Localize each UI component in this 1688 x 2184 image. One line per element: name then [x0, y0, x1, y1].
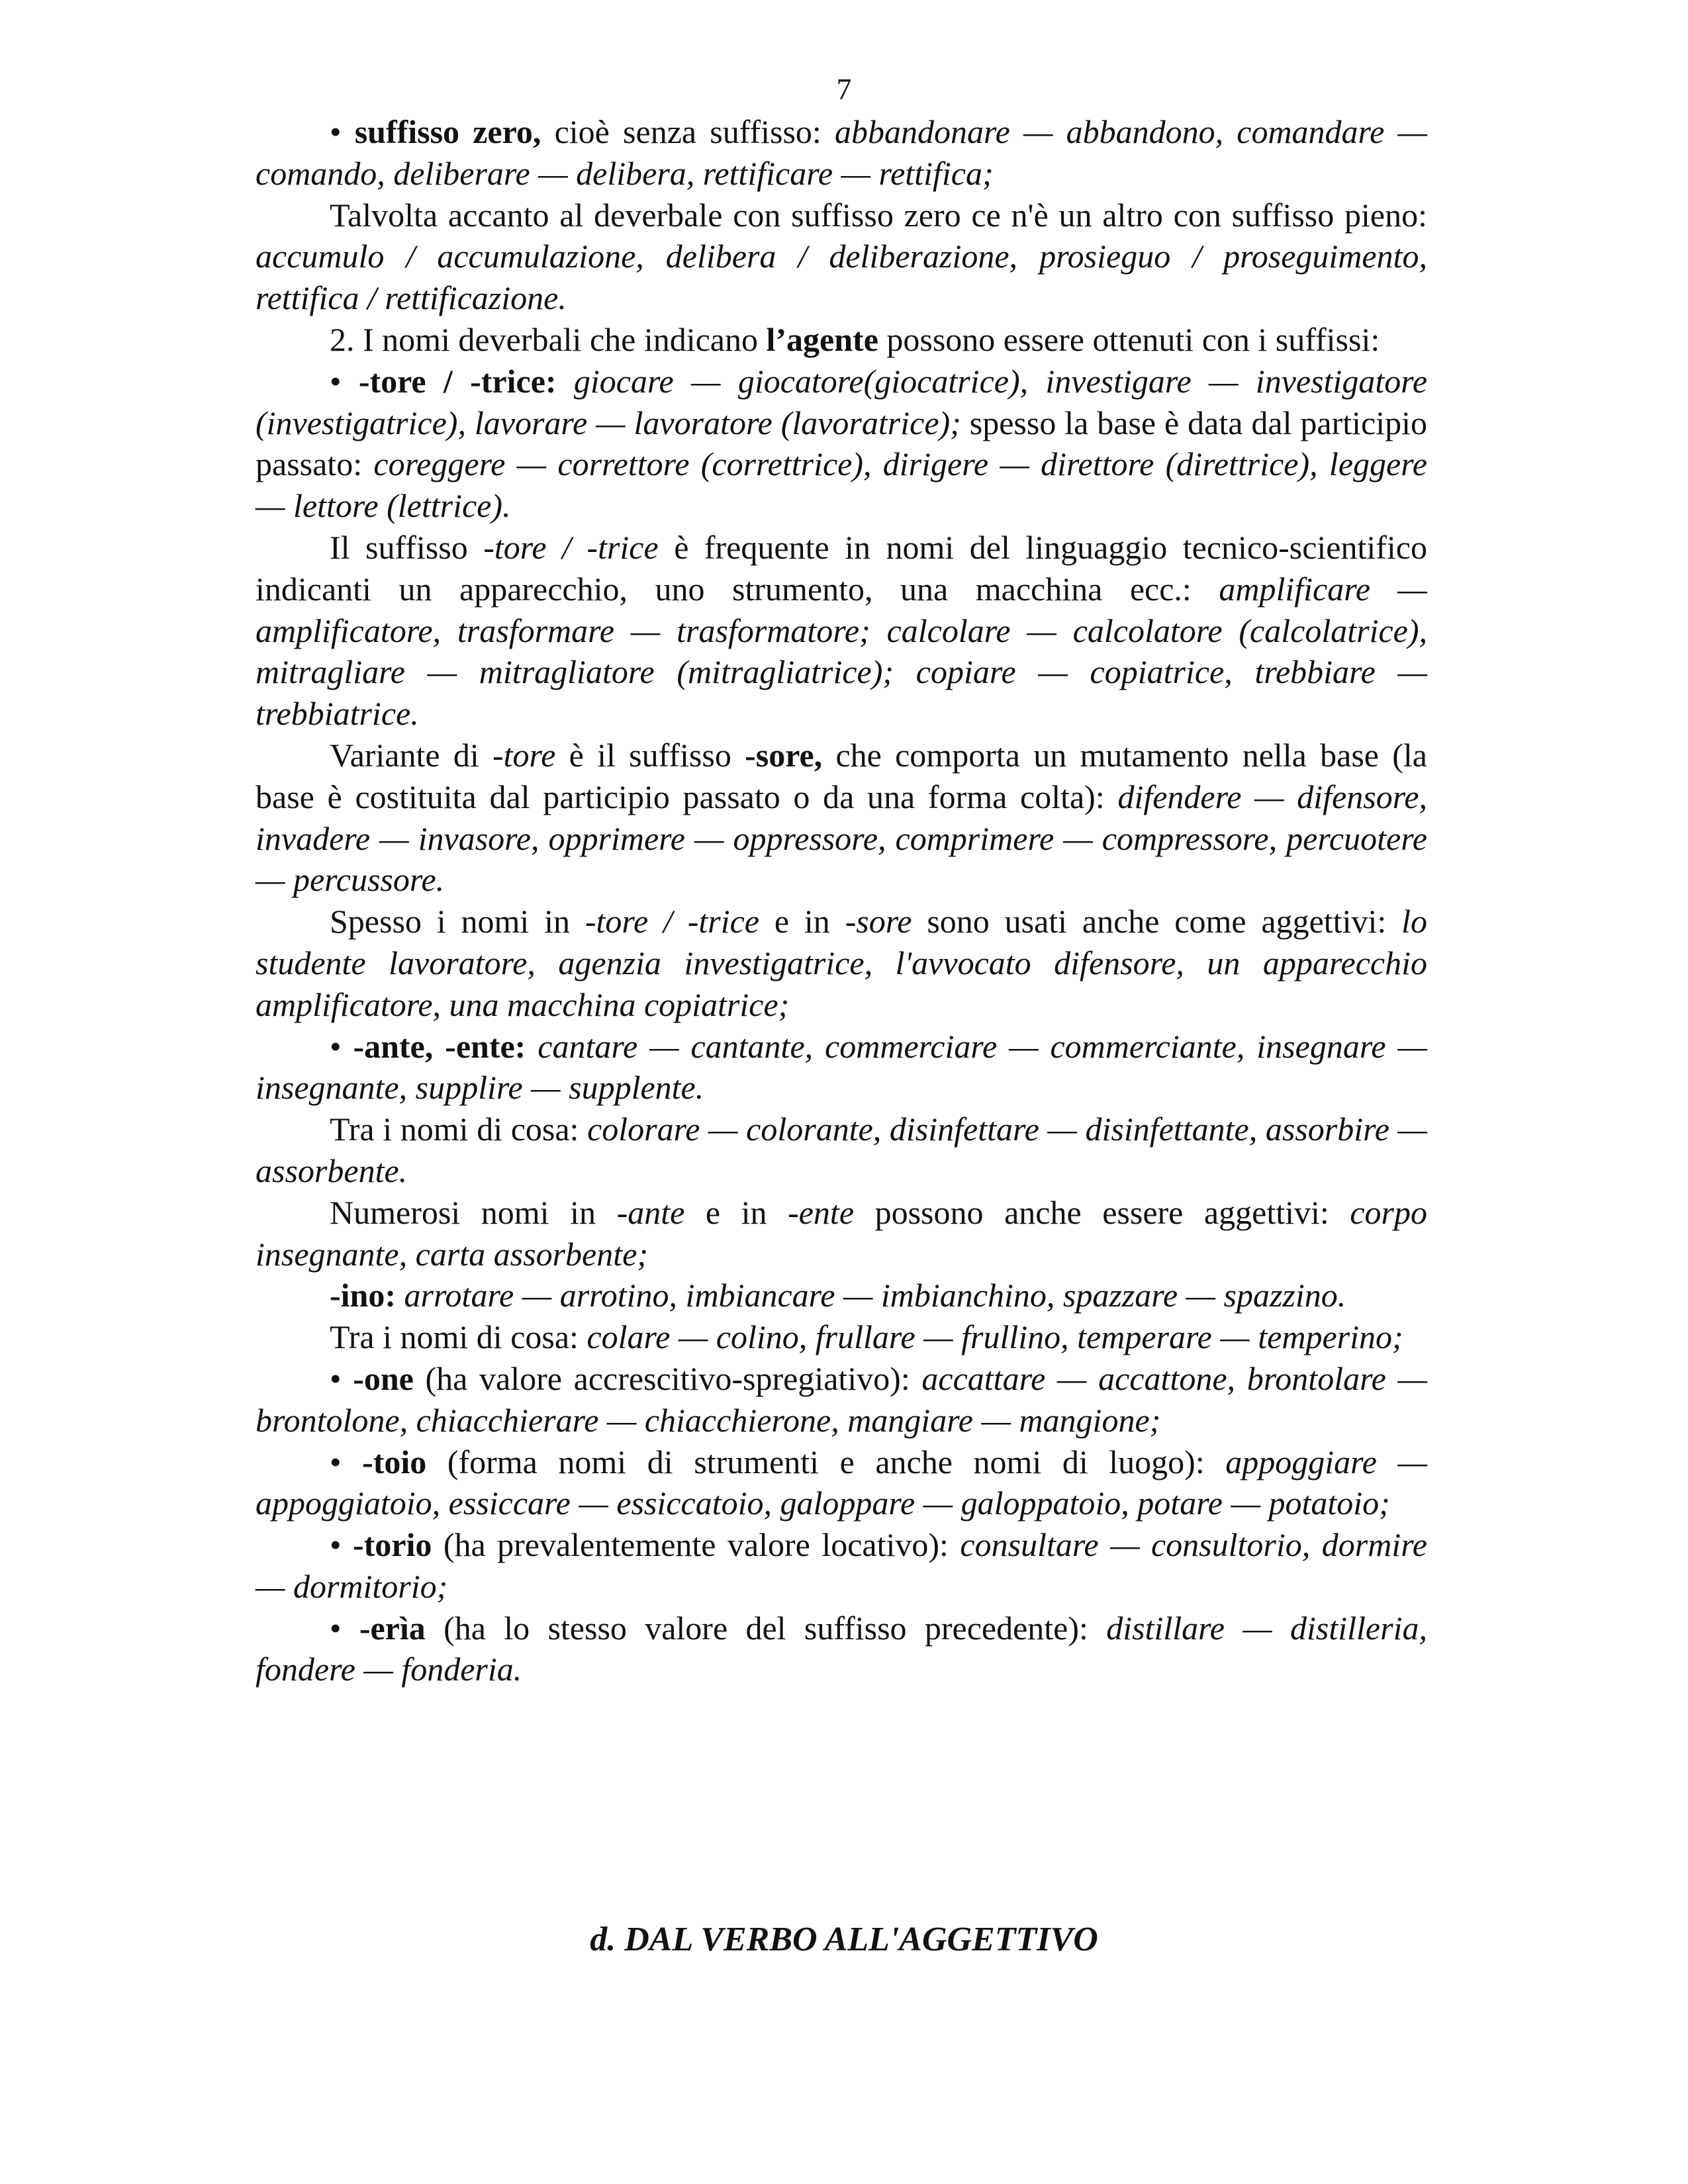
paragraph [256, 1441, 1427, 1525]
plain-text: (forma nomi di strumenti e anche nomi di luogo): [426, 1443, 1226, 1480]
paragraph [256, 1524, 1427, 1608]
plain-text: (ha valore accrescitivo-spregiativo): [413, 1359, 922, 1397]
example-text: arrotare — arrotino, imbiancare — imbianchino, spazzare — spazzino. [404, 1277, 1346, 1314]
plain-text [396, 1277, 404, 1314]
paragraph [256, 1608, 1427, 1691]
suffix-term: -tore / -trice: [358, 362, 557, 400]
plain-text: e in [759, 903, 845, 940]
suffix-term: -one [353, 1359, 414, 1397]
example-text: -sore [845, 903, 912, 940]
plain-text: cioè senza suffisso: [541, 113, 835, 150]
plain-text: è il suffisso [555, 736, 745, 774]
suffix-term: -torio [352, 1526, 432, 1564]
example-text: corpo insegnante, carta assorbente; [256, 1193, 1427, 1273]
plain-text: • [330, 362, 359, 400]
paragraph [256, 1192, 1427, 1275]
plain-text: possono anche essere aggettivi: [854, 1193, 1350, 1231]
paragraph [256, 1109, 1427, 1192]
example-text: -ante [616, 1193, 685, 1231]
plain-text: (ha lo stesso valore del suffisso precedente): [425, 1609, 1107, 1647]
plain-text: Numerosi nomi in [330, 1193, 617, 1231]
suffix-term: -toio [362, 1443, 427, 1480]
plain-text: spesso la base è data dal participio passato: [256, 404, 1427, 483]
paragraph [256, 111, 1427, 195]
plain-text: • [330, 113, 355, 150]
plain-text: • [330, 1359, 353, 1397]
example-text: amplificare — amplificatore, trasformare — trasformatore; calcolare — calcolatore (calcolatrice), mitragliare — mitragliatore (mitragliatrice); copiare — copiatrice, trebbiare — trebbiatrice. [256, 570, 1427, 733]
plain-text: Tra i nomi di cosa: [330, 1111, 588, 1148]
example-text: consultare — consultorio, dormire — dormitorio; [256, 1526, 1427, 1605]
plain-text [526, 1028, 538, 1065]
page-number: 7 [836, 72, 852, 106]
paragraph [256, 1275, 1427, 1316]
suffix-term: -ino: [330, 1277, 396, 1314]
example-text: coreggere — correttore (correttrice), dirigere — direttore (direttrice), leggere — lettore (lettrice). [256, 445, 1427, 525]
example-text: accumulo / accumulazione, delibera / deliberazione, prosieguo / proseguimento, rettifica / rettificazione. [256, 238, 1427, 317]
example-text: accattare — accattone, brontolare — brontolone, chiacchierare — chiacchierone, mangiare — mangione; [256, 1359, 1428, 1439]
example-text: -tore / -trice [483, 528, 659, 566]
section-heading: d. DAL VERBO ALL'AGGETTIVO [590, 1921, 1098, 1958]
example-text: appoggiare — appoggiatoio, essiccare — essiccatoio, galoppare — galoppatoio, potare — potatoio; [256, 1443, 1427, 1522]
plain-text: • [330, 1443, 363, 1480]
plain-text: sono usati anche come aggettivi: [912, 903, 1402, 940]
example-text: giocare — giocatore(giocatrice), investigare — investigatore (investigatrice), lavorare — lavoratore (lavoratrice); [256, 362, 1428, 441]
example-text: difendere — difensore, invadere — invasore, opprimere — oppressore, comprimere — compressore, percuotere — percussore. [256, 778, 1427, 899]
suffix-term: l’agente [766, 320, 878, 358]
paragraph [256, 195, 1427, 319]
suffix-term: -erìa [359, 1609, 426, 1647]
plain-text: possono essere ottenuti con i suffissi: [878, 320, 1380, 358]
paragraph [256, 1026, 1427, 1109]
example-text: -ente [788, 1193, 855, 1231]
suffix-term: suffisso zero, [354, 113, 541, 150]
plain-text: • [330, 1027, 353, 1065]
plain-text: Variante di [330, 736, 493, 774]
example-text: colorare — colorante, disinfettare — disinfettante, assorbire — assorbente. [256, 1111, 1427, 1189]
example-text: abbandonare — abbandono, comandare — comando, deliberare — delibera, rettificare — rettifica; [256, 113, 1427, 192]
paragraph [256, 901, 1427, 1025]
plain-text: • [330, 1526, 353, 1564]
example-text: colare — colino, frullare — frullino, temperare — temperino; [586, 1318, 1403, 1356]
plain-text: Il suffisso [330, 528, 484, 566]
paragraph [256, 1358, 1427, 1441]
example-text: distillare — distilleria, fondere — fonderia. [256, 1609, 1427, 1688]
plain-text: Spesso i nomi in [330, 903, 585, 940]
plain-text: 2. I nomi deverbali che indicano [330, 320, 767, 358]
paragraph [256, 1316, 1427, 1358]
body-text [256, 111, 1427, 1690]
paragraph [256, 527, 1427, 735]
plain-text: (ha prevalentemente valore locativo): [432, 1526, 961, 1564]
plain-text [557, 363, 574, 400]
paragraph [256, 319, 1427, 361]
plain-text: • [330, 1609, 359, 1647]
example-text: -tore / -trice [585, 903, 759, 940]
paragraph [256, 361, 1427, 527]
paragraph [256, 735, 1427, 901]
suffix-term: -sore, [745, 736, 823, 774]
plain-text: Talvolta accanto al deverbale con suffisso zero ce n'è un altro con suffisso pieno: [330, 196, 1427, 234]
plain-text: e in [684, 1193, 788, 1231]
plain-text: che comporta un mutamento nella base (la base è costituita dal participio passato o da una forma colta): [256, 736, 1427, 815]
example-text: lo studente lavoratore, agenzia investigatrice, l'avvocato difensore, un apparecchio amplificatore, una macchina copiatrice; [256, 903, 1427, 1023]
example-text: -tore [492, 736, 556, 774]
plain-text: è frequente in nomi del linguaggio tecnico-scientifico indicanti un apparecchio, uno strumento, una macchina ecc.: [256, 528, 1427, 608]
suffix-term: -ante, -ente: [353, 1027, 526, 1065]
plain-text: Tra i nomi di cosa: [330, 1318, 587, 1356]
example-text: cantare — cantante, commerciare — commerciante, insegnare — insegnante, supplire — supplente. [256, 1027, 1427, 1107]
